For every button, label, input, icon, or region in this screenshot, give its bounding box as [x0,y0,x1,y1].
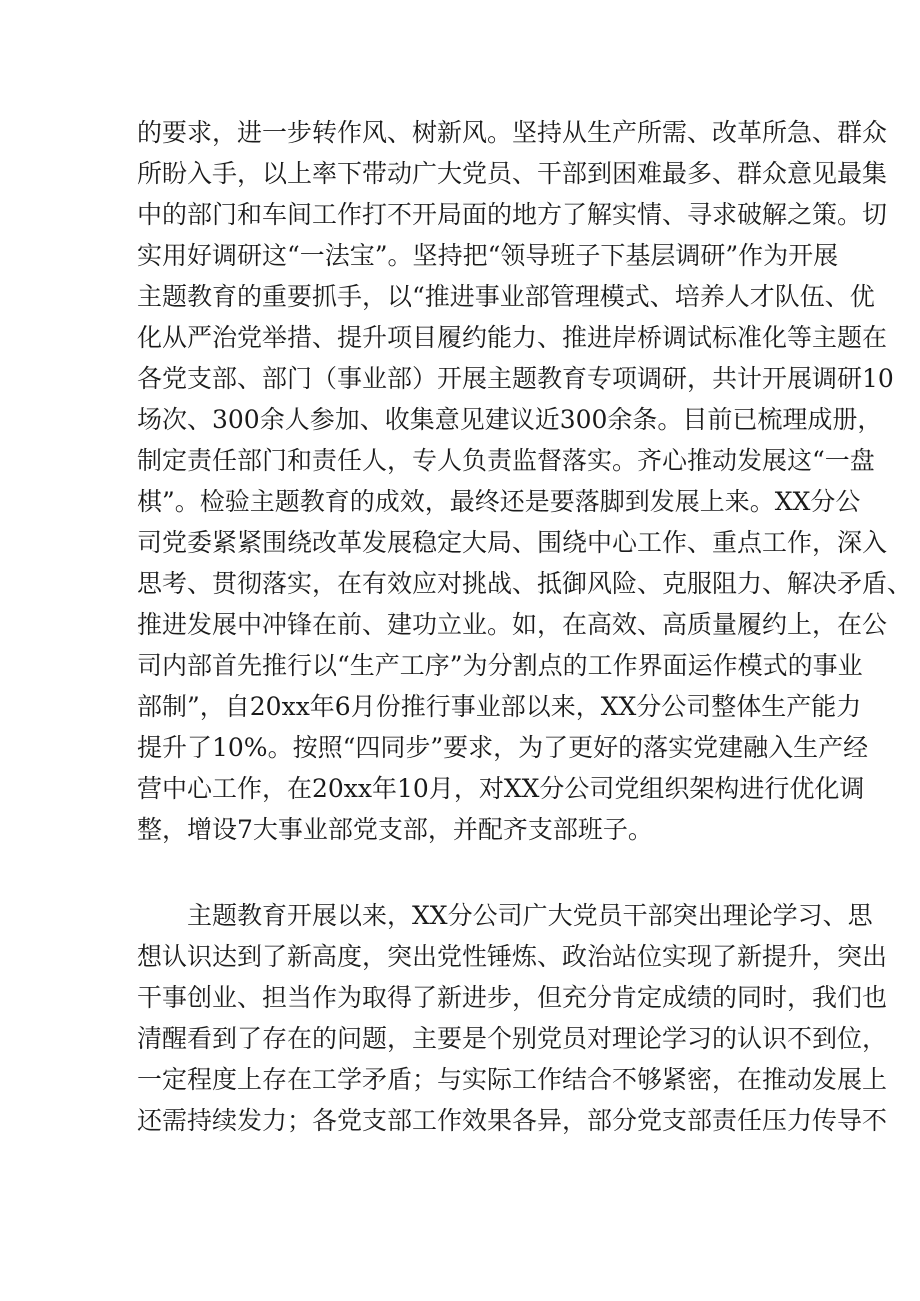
text-line: 司内部首先推行以“生产工序”为分割点的工作界面运作模式的事业 [137,651,863,680]
text-line: 想认识达到了新高度，突出党性锤炼、政治站位实现了新提升，突出 [137,942,888,971]
text-line: 主题教育的重要抓手，以“推进事业部管理模式、培养人才队伍、优 [137,282,875,311]
text-line: 实用好调研这“一法宝”。坚持把“领导班子下基层调研”作为开展 [137,241,839,270]
text-line: 所盼入手，以上率下带动广大党员、干部到困难最多、群众意见最集 [137,159,888,188]
text-line: 化从严治党举措、提升项目履约能力、推进岸桥调试标准化等主题在 [137,323,888,352]
text-line: 清醒看到了存在的问题，主要是个别党员对理论学习的认识不到位， [137,1024,888,1053]
text-line: 中的部门和车间工作打不开局面的地方了解实情、寻求破解之策。切 [137,200,888,229]
text-line: 思考、贯彻落实，在有效应对挑战、抵御风险、克服阻力、解决矛盾、 [137,569,913,598]
body-paragraph-1 [137,112,913,850]
text-line: 主题教育开展以来，XX分公司广大党员干部突出理论学习、思 [187,901,873,930]
text-line: 的要求，进一步转作风、树新风。坚持从生产所需、改革所急、群众 [137,118,888,147]
text-line: 营中心工作，在20xx年10月，对XX分公司党组织架构进行优化调 [137,774,865,803]
text-line: 提升了10%。按照“四同步”要求，为了更好的落实党建融入生产经 [137,733,869,762]
text-line: 场次、300余人参加、收集意见建议近300余条。目前已梳理成册， [137,405,883,434]
text-line: 各党支部、部门（事业部）开展主题教育专项调研，共计开展调研10 [137,364,894,393]
text-line: 整，增设7大事业部党支部，并配齐支部班子。 [137,815,653,844]
text-line: 棋”。检验主题教育的成效，最终还是要落脚到发展上来。XX分公 [137,487,861,516]
text-line: 制定责任部门和责任人，专人负责监督落实。齐心推动发展这“一盘 [137,446,875,475]
text-line: 还需持续发力；各党支部工作效果各异，部分党支部责任压力传导不 [137,1106,888,1135]
body-paragraph-2 [137,895,888,1141]
text-line: 司党委紧紧围绕改革发展稳定大局、围绕中心工作、重点工作，深入 [137,528,888,557]
text-line: 干事创业、担当作为取得了新进步，但充分肯定成绩的同时，我们也 [137,983,888,1012]
text-line: 推进发展中冲锋在前、建功立业。如，在高效、高质量履约上，在公 [137,610,888,639]
text-line: 一定程度上存在工学矛盾；与实际工作结合不够紧密，在推动发展上 [137,1065,888,1094]
text-line: 部制”，自20xx年6月份推行事业部以来，XX分公司整体生产能力 [137,692,862,721]
